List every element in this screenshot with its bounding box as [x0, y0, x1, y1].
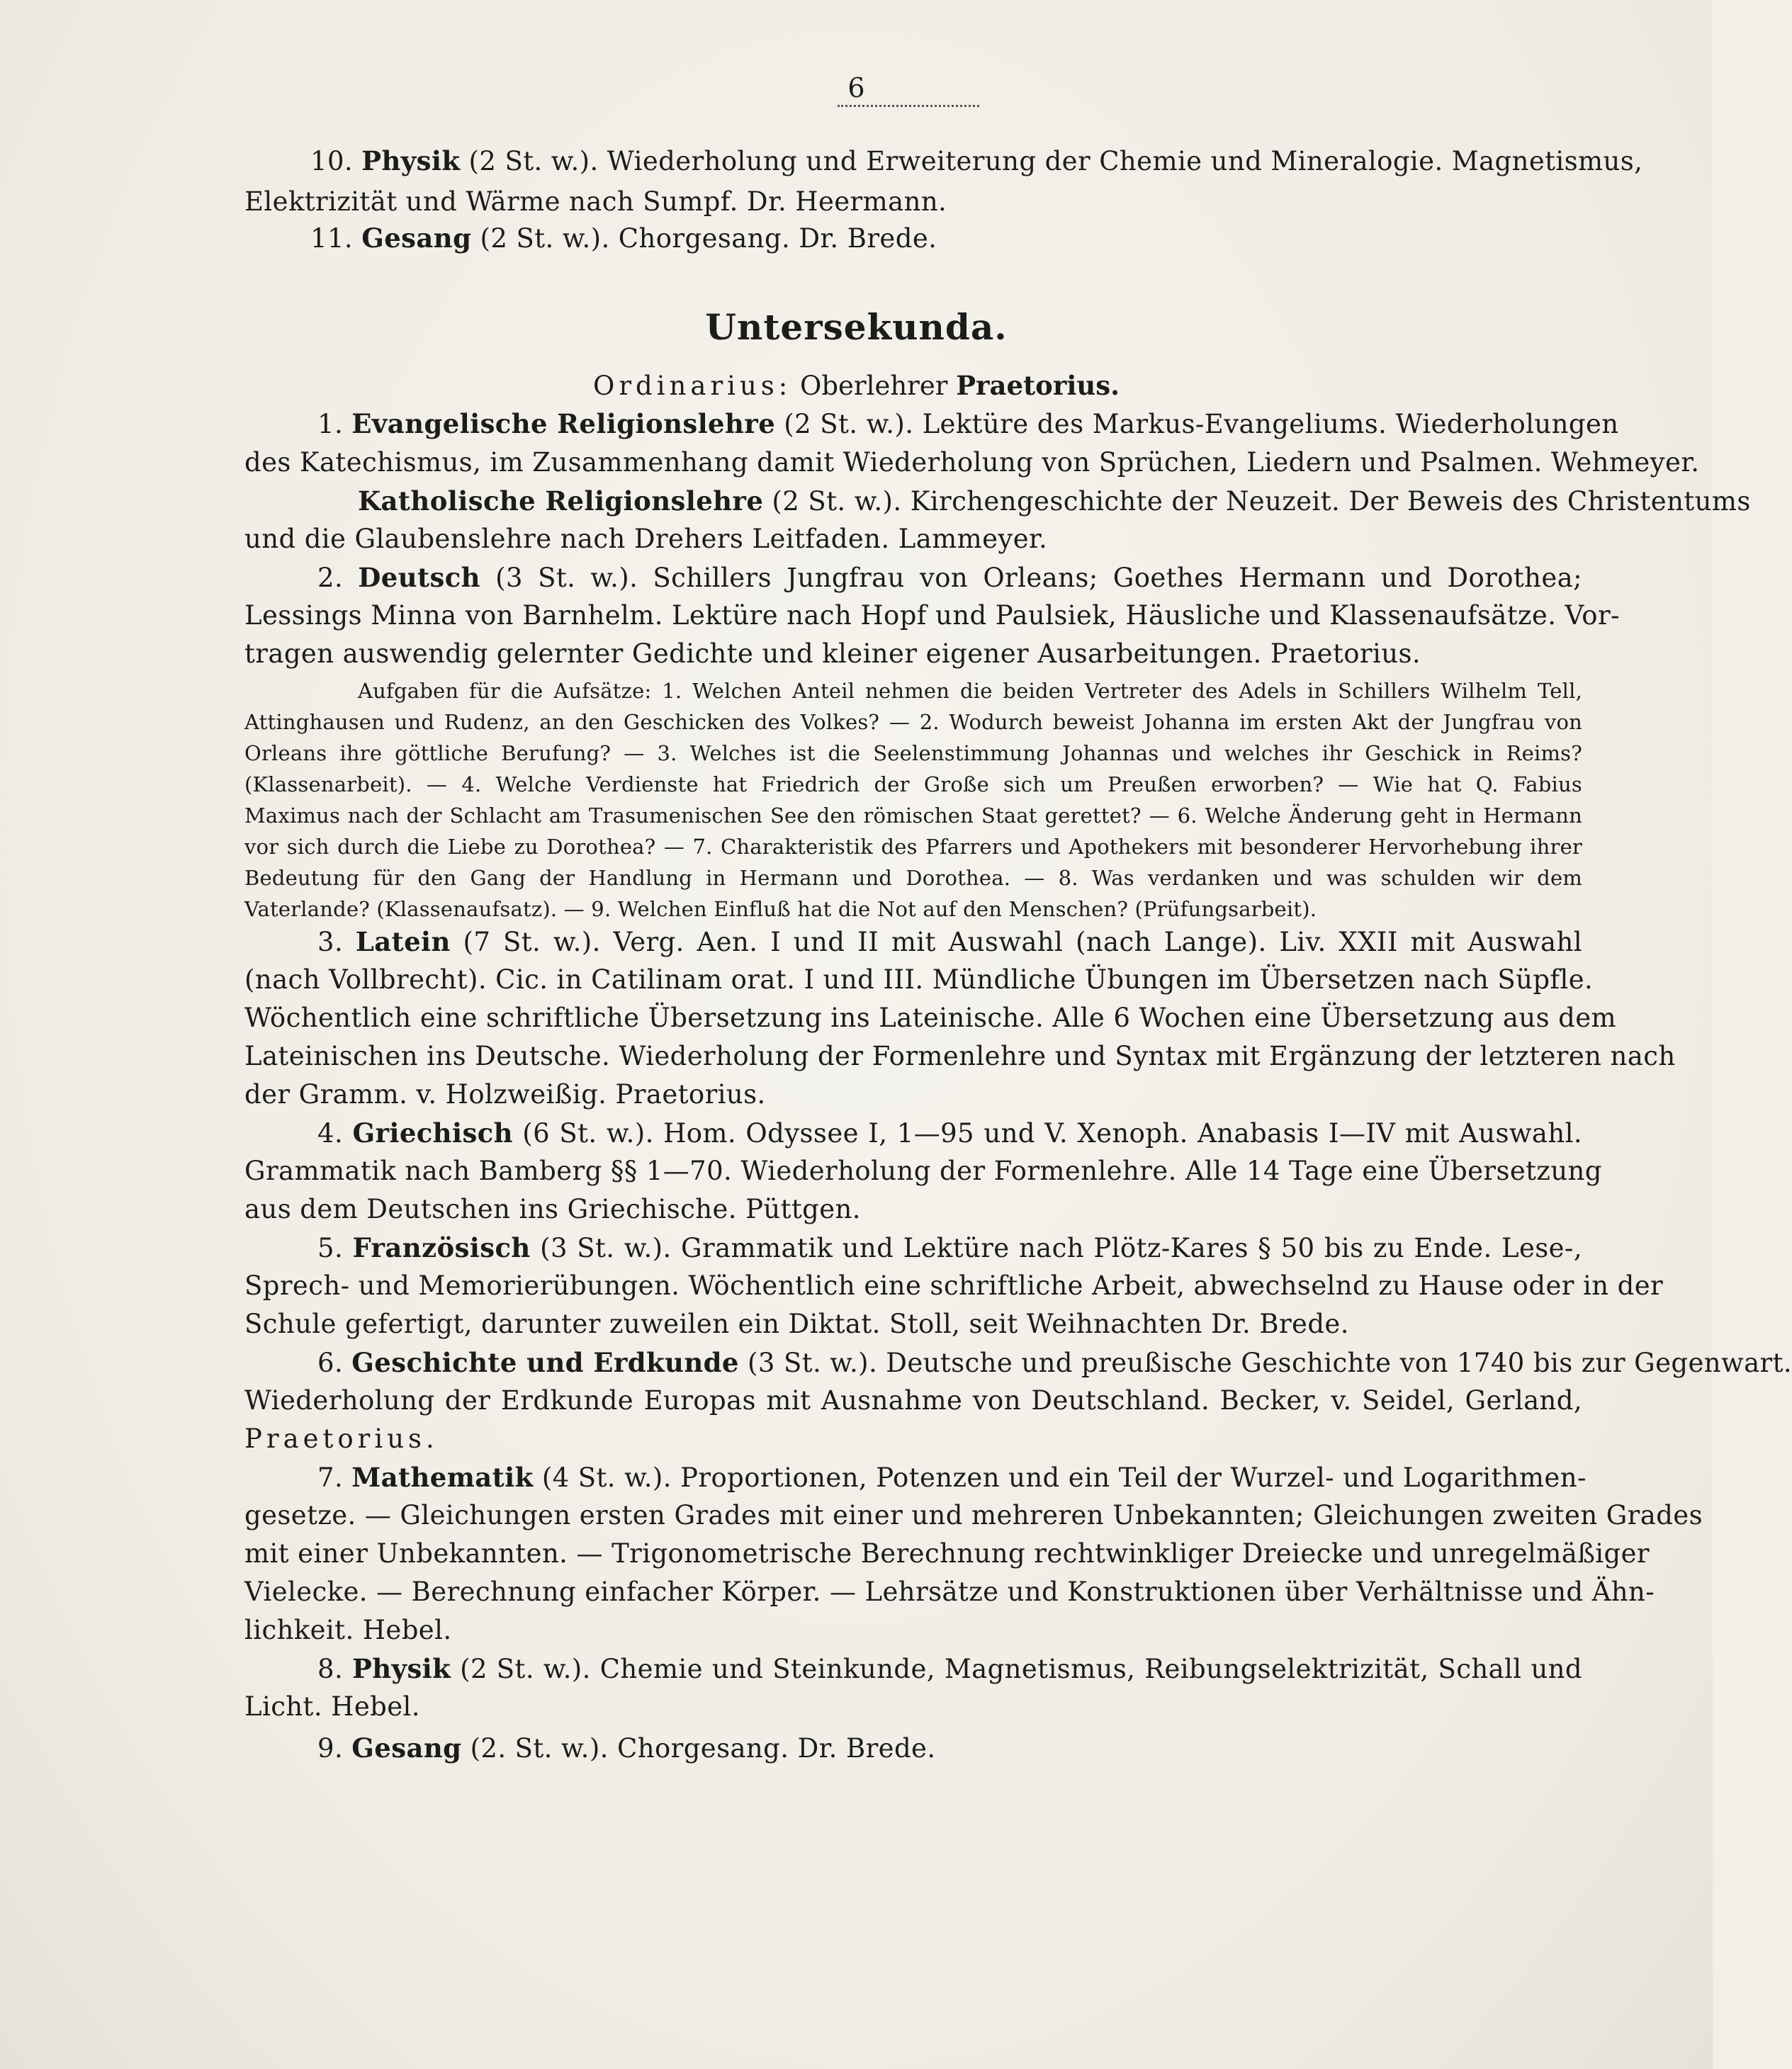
aufsaetze-line-8: Vaterlande? (Klassenaufsatz). — 9. Welchen Einfluß hat die Not auf den Menschen? (Prüfungsarbeit).: [244, 897, 1317, 921]
geschichte-line-2: Wiederholung der Erdkunde Europas mit Ausnahme von Deutschland. Becker, v. Seidel, Gerland,: [244, 1385, 1582, 1416]
geschichte-title: Geschichte und Erdkunde: [351, 1347, 739, 1378]
aufsaetze-line-6: vor sich durch die Liebe zu Dorothea? — 7. Charakteristik des Pfarrers und Apothekers mit besonderer Hervorhebung ihrer: [244, 835, 1582, 859]
prev-physik-line-2: Elektrizität und Wärme nach Sumpf. Dr. Heermann.: [244, 186, 947, 217]
griechisch-title: Griechisch: [352, 1117, 513, 1149]
latein-line-3: Wöchentlich eine schriftliche Übersetzung ins Lateinische. Alle 6 Wochen eine Übersetzung aus dem: [244, 1003, 1617, 1033]
gesang-line-1: 9. Gesang (2. St. w.). Chorgesang. Dr. Brede.: [317, 1732, 936, 1764]
aufsaetze-line-2: Attinghausen und Rudenz, an den Geschicken des Volkes? — 2. Wodurch beweist Johanna im ersten Akt der Jungfrau von: [244, 710, 1582, 734]
deutsch-line-3: tragen auswendig gelernter Gedichte und kleiner eigener Ausarbeitungen. Praetorius.: [244, 638, 1421, 669]
deutsch-line-2: Lessings Minna von Barnhelm. Lektüre nach Hopf und Paulsiek, Häusliche und Klassenaufsätze. Vor-: [244, 600, 1620, 631]
deutsch-line-1: 2. Deutsch (3 St. w.). Schillers Jungfrau von Orleans; Goethes Hermann und Dorothea;: [317, 562, 1582, 593]
franzoesisch-line-2: Sprech- und Memorierübungen. Wöchentlich eine schriftliche Arbeit, abwechselnd zu Hause oder in der: [244, 1270, 1664, 1301]
aufsaetze-line-4: (Klassenarbeit). — 4. Welche Verdienste hat Friedrich der Große sich um Preußen erworben? — Wie hat Q. Fabius: [244, 772, 1582, 796]
gesang-title: Gesang: [351, 1732, 462, 1764]
latein-line-2: (nach Vollbrecht). Cic. in Catilinam orat. I und III. Mündliche Übungen im Übersetzen nach Süpfle.: [244, 964, 1594, 995]
kath-religion-title: Katholische Religionslehre: [358, 485, 764, 517]
aufsaetze-line-1: Aufgaben für die Aufsätze: 1. Welchen Anteil nehmen die beiden Vertreter des Adels in Schillers Wilhelm Tell,: [358, 679, 1582, 703]
aufsaetze-line-5: Maximus nach der Schlacht am Trasumenischen See den römischen Staat gerettet? — 6. Welche Änderung geht in Hermann: [244, 804, 1582, 828]
mathematik-line-5: lichkeit. Hebel.: [244, 1615, 452, 1645]
franzoesisch-title: Französisch: [352, 1232, 531, 1263]
aufsaetze-line-3: Orleans ihre göttliche Berufung? — 3. Welches ist die Seelenstimmung Johannas und welches ihr Geschick in Reims?: [244, 741, 1582, 765]
prev-gesang-title: Gesang: [361, 222, 472, 254]
prev-gesang-line: 11. Gesang (2 St. w.). Chorgesang. Dr. Brede.: [310, 222, 937, 254]
latein-line-1: 3. Latein (7 St. w.). Verg. Aen. I und II mit Auswahl (nach Lange). Liv. XXII mit Auswahl: [317, 926, 1582, 957]
prev-physik-line-1: 10. Physik (2 St. w.). Wiederholung und Erweiterung der Chemie und Mineralogie. Magnetismus,: [310, 145, 1643, 176]
griechisch-line-1: 4. Griechisch (6 St. w.). Hom. Odyssee I, 1—95 und V. Xenoph. Anabasis I—IV mit Auswahl.: [317, 1117, 1582, 1149]
religion-line-3: Katholische Religionslehre (2 St. w.). Kirchengeschichte der Neuzeit. Der Beweis des Christentums: [358, 485, 1751, 517]
physik-title: Physik: [352, 1653, 451, 1684]
physik-line-2: Licht. Hebel.: [244, 1691, 420, 1722]
mathematik-line-3: mit einer Unbekannten. — Trigonometrische Berechnung rechtwinkliger Dreiecke und unregelmäßiger: [244, 1538, 1650, 1569]
franzoesisch-line-1: 5. Französisch (3 St. w.). Grammatik und Lektüre nach Plötz-Kares § 50 bis zu Ende. Lese-,: [317, 1232, 1582, 1263]
physik-line-1: 8. Physik (2 St. w.). Chemie und Steinkunde, Magnetismus, Reibungselektrizität, Schall und: [317, 1653, 1582, 1684]
religion-line-2: des Katechismus, im Zusammenhang damit Wiederholung von Sprüchen, Liedern und Psalmen. Wehmeyer.: [244, 447, 1700, 478]
franzoesisch-line-3: Schule gefertigt, darunter zuweilen ein Diktat. Stoll, seit Weihnachten Dr. Brede.: [244, 1309, 1349, 1339]
geschichte-line-1: 6. Geschichte und Erdkunde (3 St. w.). Deutsche und preußische Geschichte von 1740 bis zur Gegenwart.: [317, 1347, 1792, 1378]
latein-line-5: der Gramm. v. Holzweißig. Praetorius.: [244, 1079, 766, 1110]
deutsch-title: Deutsch: [358, 562, 480, 593]
mathematik-line-1: 7. Mathematik (4 St. w.). Proportionen, Potenzen und ein Teil der Wurzel- und Logarithmen-: [317, 1462, 1587, 1493]
mathematik-line-2: gesetze. — Gleichungen ersten Grades mit einer und mehreren Unbekannten; Gleichungen zweiten Grades: [244, 1500, 1703, 1530]
religion-line-1: 1. Evangelische Religionslehre (2 St. w.). Lektüre des Markus-Evangeliums. Wiederholungen: [317, 408, 1619, 439]
mathematik-title: Mathematik: [351, 1462, 534, 1493]
geschichte-line-3: Praetorius.: [244, 1424, 439, 1454]
mathematik-line-4: Vielecke. — Berechnung einfacher Körper. — Lehrsätze und Konstruktionen über Verhältnisse und Ähn-: [244, 1577, 1655, 1607]
religion-line-4: und die Glaubenslehre nach Drehers Leitfaden. Lammeyer.: [244, 524, 1048, 554]
page-number-rule: [838, 105, 979, 107]
section-heading: Untersekunda.: [705, 306, 1008, 348]
griechisch-line-2: Grammatik nach Bamberg §§ 1—70. Wiederholung der Formenlehre. Alle 14 Tage eine Übersetzung: [244, 1156, 1602, 1186]
religion-title: Evangelische Religionslehre: [351, 408, 776, 439]
latein-title: Latein: [355, 926, 451, 957]
ordinarius-line: Ordinarius: Oberlehrer Praetorius.: [593, 370, 1120, 401]
latein-line-4: Lateinischen ins Deutsche. Wiederholung der Formenlehre und Syntax mit Ergänzung der letzteren nach: [244, 1041, 1676, 1071]
prev-physik-title: Physik: [361, 145, 461, 176]
griechisch-line-3: aus dem Deutschen ins Griechische. Püttgen.: [244, 1194, 861, 1224]
page-number: 6: [847, 72, 865, 103]
aufsaetze-line-7: Bedeutung für den Gang der Handlung in Hermann und Dorothea. — 8. Was verdanken und was schulden wir dem: [244, 866, 1582, 890]
